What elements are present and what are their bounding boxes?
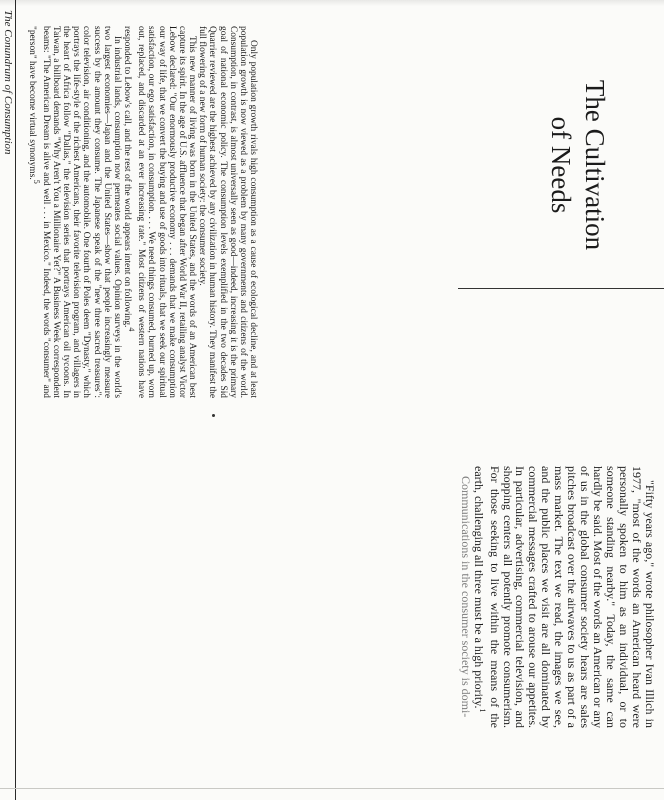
paragraph: "Fifty years ago," wrote philosopher Ivan Illich in 1977, "most of the words an American heard were personally spoken to him as an individual, or to someone standing nearby." Today, the same can hardly be said. Most of the words an American or any of us in the global consumer society hears are sales pitches broadcast over the airwaves to us as part of a mass market. The text we read, the images we see, and the public places we visit are all dominated by commercial messages crafted to arouse our appetites. In particular, advertising, commercial television, and shopping centers all potently promote consumerism. For those seeking to live within the means of the earth, challenging all three must be a high priority.$^1$ [471,466,657,728]
chapter-title-line: The Cultivation [580,79,610,251]
outer-page-rule [15,0,16,800]
paragraph: In industrial lands, consumption now permeates social values. Opinion surveys in the world's two largest economies—Japan and the United States—show that people increasingly measure success by the amount they consume. The Japanese speak of the "new three sacred treasures": color television, air conditioning, and the automobile. One fourth of Poles deem "Dynasty," which portrays the life-style of the richest Americans, their favorite television program, and villagers in the heart of Africa follow "Dallas," the television series that portrays American oil tycoons. In Taiwan, a billboard demands "Why Aren't You a Millionaire Yet?" A Business Week correspondent beams: "The American Dream is alive and well . . . in Mexico." Indeed, the words "consumer" and "person" have become virtual synonyms.$^5$ [26,26,122,398]
paragraph: Communications in the consumer society is domi- [458,476,473,718]
left-text-column [18,26,258,398]
right-text-column [459,466,656,728]
running-head: The Conundrum of Consumption [2,10,14,155]
paragraph: Only population growth rivals high consumption as a cause of ecological decline, and at least population growth is now viewed as a problem by many governments and citizens of the world. Consumption, in contrast, is almost universally seen as good—indeed, increasing it is the primary goal of national economic policy. The consumption levels exemplified in the two decades Sid Quarrier reviewed are the highest achieved by any civilization in human history. They manifest the full flowering of a new form of human society: the consumer society. [197,26,258,398]
speck [212,414,215,417]
footnote-marker: 5 [31,179,41,184]
footnote-marker: 1 [477,708,487,713]
scan-bottom-edge [0,788,664,789]
paragraph: This new manner of living was born in the United States, and the words of an American best capture its spirit. In the age of U.S. affluence that began after World War II, retailing analyst Victor Lebow declared: "Our enormously productive economy . . . demands that we make consumption our way of life, that we convert the buying and use of goods into rituals, that we seek our spiritual satisfaction, our ego satisfaction, in consumption. . . . We need things consumed, burned up, worn out, replaced, and discarded at an ever increasing rate." Most citizens of western nations have responded to Lebow's call, and the rest of the world appears intent on following.$^4$ [122,26,198,398]
chapter-title-rule [458,288,664,289]
chapter-title [544,40,612,290]
footnote-marker: 4 [127,327,137,332]
chapter-title-line: of Needs [546,116,576,214]
